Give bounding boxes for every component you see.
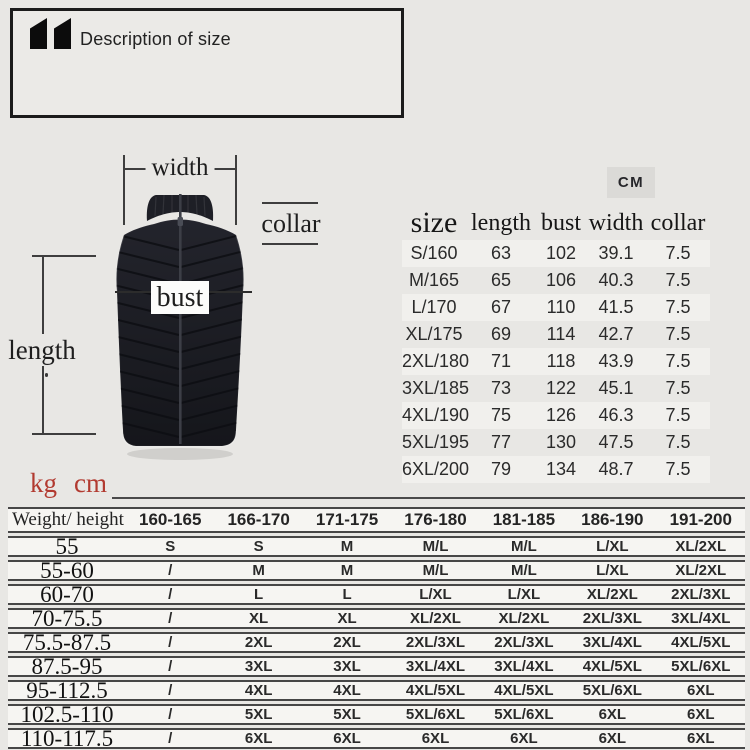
table-row: [402, 375, 710, 402]
height-weight-fit-table: [8, 504, 745, 750]
table-row: [8, 608, 745, 629]
column-header: size: [410, 206, 458, 239]
zipper: [179, 194, 182, 444]
cell: 6XL: [214, 728, 302, 749]
cell: 6XL: [391, 728, 479, 749]
cell: 75: [490, 405, 512, 425]
row-label: 3XL/185: [402, 378, 470, 398]
cell: 43.9: [598, 351, 634, 371]
row-label: 6XL/200: [402, 459, 470, 479]
cell: XL/2XL: [391, 608, 479, 629]
cell: L: [303, 584, 391, 605]
cell: /: [126, 656, 214, 677]
table-row: [402, 456, 710, 483]
cell: 45.1: [598, 378, 634, 398]
column-header: length: [471, 209, 531, 236]
column-header: 181-185: [480, 507, 568, 533]
column-header: 176-180: [391, 507, 479, 533]
cell: 5XL: [303, 704, 391, 725]
cell: 106: [545, 270, 577, 290]
row-label: 2XL/180: [402, 351, 470, 371]
cell: 69: [490, 324, 512, 344]
table-row: [8, 656, 745, 677]
cell: M/L: [391, 560, 479, 581]
cell: 63: [490, 243, 512, 263]
width-measure: [123, 155, 237, 225]
page-title: Description of size: [80, 29, 231, 49]
column-header: width: [588, 209, 644, 236]
cell: XL: [214, 608, 302, 629]
table-row: [402, 429, 710, 456]
table-row: [8, 680, 745, 701]
cell: XL/2XL: [568, 584, 656, 605]
cell: 2XL/3XL: [657, 584, 745, 605]
width-label: width: [146, 153, 215, 183]
cell: M/L: [480, 560, 568, 581]
collar-label: collar: [261, 209, 321, 238]
cell: 118: [546, 351, 576, 371]
cell: S: [214, 536, 302, 557]
cell: /: [126, 704, 214, 725]
cell: 73: [490, 378, 512, 398]
row-label: 102.5-110: [8, 704, 126, 725]
cell: 7.5: [665, 405, 691, 425]
cell: L/XL: [480, 584, 568, 605]
length-label: length: [4, 334, 80, 366]
cell: 41.5: [598, 297, 634, 317]
cell: XL: [303, 608, 391, 629]
cell: 5XL: [214, 704, 302, 725]
column-header: bust: [540, 209, 581, 236]
fit-table-top-rule: [112, 497, 745, 499]
cell: 4XL/5XL: [391, 680, 479, 701]
quote-icon: [30, 18, 71, 49]
size-description-header: [10, 8, 404, 118]
cell: 110: [546, 297, 576, 317]
row-label: 60-70: [8, 584, 126, 605]
cell: 5XL/6XL: [657, 656, 745, 677]
cell: 4XL/5XL: [568, 656, 656, 677]
table-row: [402, 240, 710, 267]
cell: 126: [545, 405, 577, 425]
row-label: 87.5-95: [8, 656, 126, 677]
length-dot: [45, 373, 48, 377]
cell: XL/2XL: [480, 608, 568, 629]
length-measure-tick: [32, 255, 96, 257]
column-header: 186-190: [568, 507, 656, 533]
cell: 46.3: [598, 405, 634, 425]
cell: /: [126, 560, 214, 581]
bust-label: bust: [151, 281, 209, 314]
cell: 4XL/5XL: [480, 680, 568, 701]
vest-shadow: [127, 448, 233, 460]
cm-label: cm: [74, 468, 107, 498]
collar-measure-line: [262, 202, 318, 204]
cell: XL/2XL: [657, 560, 745, 581]
cell: 7.5: [665, 351, 691, 371]
row-label: 55-60: [8, 560, 126, 581]
cell: 3XL/4XL: [391, 656, 479, 677]
kg-cm-unit-label: [30, 468, 107, 499]
cell: 4XL/5XL: [657, 632, 745, 653]
cell: /: [126, 584, 214, 605]
length-measure-tick: [32, 433, 96, 435]
size-chart-header-row: [402, 206, 710, 240]
cell: 79: [490, 459, 512, 479]
cell: 122: [545, 378, 577, 398]
cell: L/XL: [568, 536, 656, 557]
cell: 42.7: [598, 324, 634, 344]
table-row: [8, 632, 745, 653]
cell: 2XL: [303, 632, 391, 653]
column-header: Weight/ height: [8, 507, 126, 533]
table-row: [8, 584, 745, 605]
table-row: [402, 294, 710, 321]
row-label: 5XL/195: [402, 432, 470, 452]
cell: /: [126, 728, 214, 749]
cell: 40.3: [598, 270, 634, 290]
quote-mark-icon: [54, 18, 71, 49]
cell: M: [214, 560, 302, 581]
cell: 6XL: [568, 704, 656, 725]
row-label: 4XL/190: [402, 405, 470, 425]
cell: 114: [546, 324, 576, 344]
fit-table-header-row: [8, 507, 745, 533]
table-row: [8, 704, 745, 725]
cell: 7.5: [665, 243, 691, 263]
row-label: 95-112.5: [8, 680, 126, 701]
cell: 48.7: [598, 459, 634, 479]
table-row: [402, 402, 710, 429]
table-row: [402, 348, 710, 375]
cm-unit-badge: CM: [607, 167, 655, 198]
cell: 65: [490, 270, 512, 290]
cell: 102: [545, 243, 577, 263]
cell: 71: [490, 351, 512, 371]
vest-image: [110, 190, 255, 462]
cell: S: [126, 536, 214, 557]
row-label: S/160: [410, 243, 458, 263]
cell: 7.5: [665, 459, 691, 479]
row-label: L/170: [411, 297, 457, 317]
cell: M: [303, 560, 391, 581]
cell: 7.5: [665, 378, 691, 398]
cell: M: [303, 536, 391, 557]
cell: L/XL: [568, 560, 656, 581]
cell: 130: [545, 432, 577, 452]
cell: L: [214, 584, 302, 605]
cell: 7.5: [665, 297, 691, 317]
cell: 5XL/6XL: [480, 704, 568, 725]
cell: 2XL/3XL: [391, 632, 479, 653]
cell: 39.1: [598, 243, 634, 263]
cell: 2XL/3XL: [568, 608, 656, 629]
table-row: [402, 267, 710, 294]
cell: 3XL/4XL: [568, 632, 656, 653]
cell: /: [126, 608, 214, 629]
cell: 6XL: [657, 704, 745, 725]
cell: 5XL/6XL: [568, 680, 656, 701]
column-header: collar: [650, 209, 706, 236]
table-row: [8, 560, 745, 581]
cell: 6XL: [657, 728, 745, 749]
cell: 3XL: [214, 656, 302, 677]
cell: M/L: [480, 536, 568, 557]
cell: M/L: [391, 536, 479, 557]
cell: 7.5: [665, 432, 691, 452]
cell: 67: [490, 297, 512, 317]
kg-label: kg: [30, 468, 57, 498]
cell: 6XL: [303, 728, 391, 749]
row-label: 70-75.5: [8, 608, 126, 629]
cell: 134: [545, 459, 577, 479]
cell: 6XL: [568, 728, 656, 749]
cell: 2XL: [214, 632, 302, 653]
cell: 6XL: [480, 728, 568, 749]
table-row: [8, 728, 745, 749]
cell: 77: [490, 432, 512, 452]
table-row: [8, 536, 745, 557]
quote-mark-icon: [30, 18, 47, 49]
size-chart-table: [402, 206, 710, 483]
cell: 3XL/4XL: [657, 608, 745, 629]
row-label: 55: [8, 536, 126, 557]
row-label: 75.5-87.5: [8, 632, 126, 653]
column-header: 160-165: [126, 507, 214, 533]
collar-measure-line: [262, 243, 318, 245]
cell: 5XL/6XL: [391, 704, 479, 725]
cell: 4XL: [303, 680, 391, 701]
cell: 3XL: [303, 656, 391, 677]
cell: /: [126, 680, 214, 701]
cell: 47.5: [598, 432, 634, 452]
row-label: XL/175: [405, 324, 463, 344]
cell: XL/2XL: [657, 536, 745, 557]
cell: /: [126, 632, 214, 653]
row-label: M/165: [408, 270, 460, 290]
cell: 7.5: [665, 270, 691, 290]
column-header: 171-175: [303, 507, 391, 533]
cell: 6XL: [657, 680, 745, 701]
column-header: 166-170: [214, 507, 302, 533]
cell: 3XL/4XL: [480, 656, 568, 677]
cell: 2XL/3XL: [480, 632, 568, 653]
cell: L/XL: [391, 584, 479, 605]
cell: 7.5: [665, 324, 691, 344]
row-label: 110-117.5: [8, 728, 126, 749]
column-header: 191-200: [657, 507, 745, 533]
cell: 4XL: [214, 680, 302, 701]
table-row: [402, 321, 710, 348]
